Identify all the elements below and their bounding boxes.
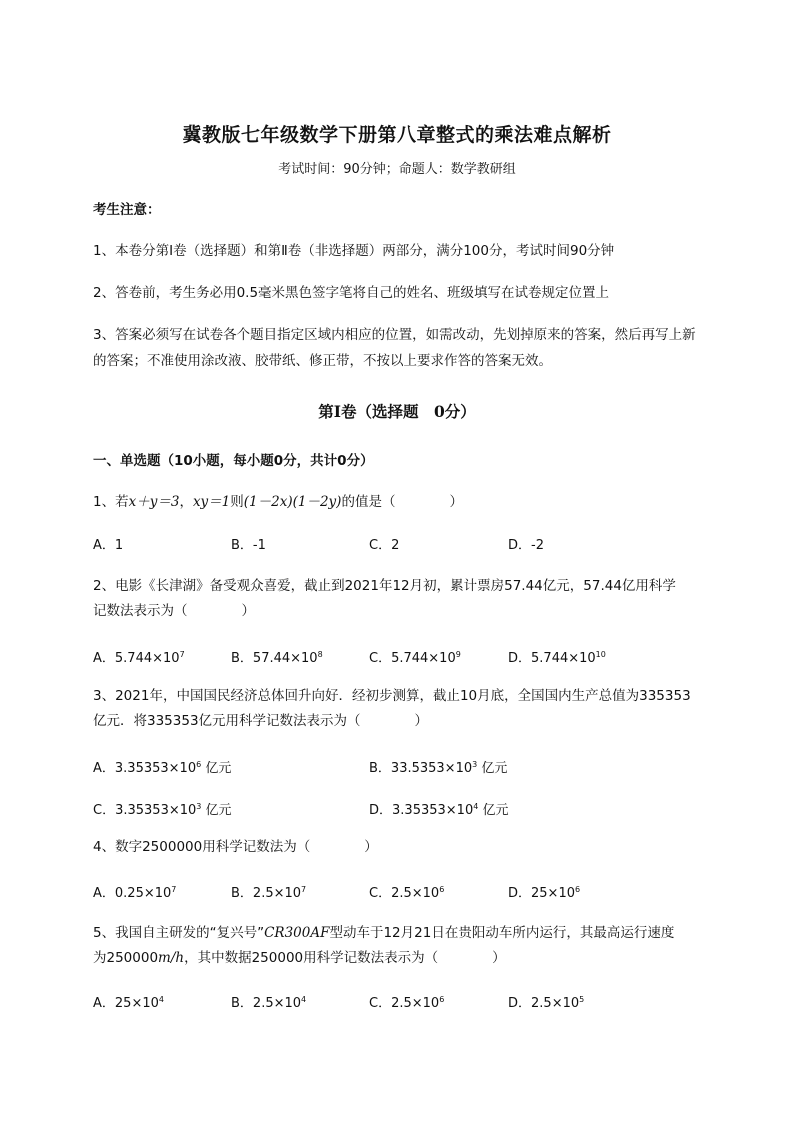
q2-option-b: B．$57.44\times 10^8$ — [231, 650, 323, 666]
q1-math-3: (1－2x)(1－2y) — [243, 494, 342, 510]
notice-heading: 考生注意： — [93, 202, 161, 218]
q4-option-d: D．$25\times 10^6$ — [508, 885, 581, 901]
q1-prefix: 1、若 — [93, 494, 129, 510]
question-5-line-1: 5、我国自主研发的“复兴号”CR300AF型动车于12月21日在贵阳动车所内运行，其最高运行速度 — [93, 925, 675, 941]
q1-option-d: D．-2 — [508, 538, 544, 553]
notice-item-1: 1、本卷分第Ⅰ卷（选择题）和第Ⅱ卷（非选择题）两部分，满分100分，考试时间90分钟 — [93, 243, 615, 259]
q1-suffix: 的值是（ ） — [341, 494, 463, 510]
notice-item-2: 2、答卷前，考生务必用0.5毫米黑色签字笔将自己的姓名、班级填写在试卷规定位置上 — [93, 285, 610, 301]
notice-item-3: 3、答案必须写在试卷各个题目指定区域内相应的位置，如需改动，先划掉原来的答案，然后再写上新 — [93, 327, 696, 343]
q1-option-b: B．-1 — [231, 538, 266, 553]
q1-option-c: C．2 — [369, 538, 400, 553]
q1-option-a: A．1 — [93, 538, 124, 553]
part-heading: 一、单选题（10小题，每小题0分，共计0分） — [93, 453, 374, 469]
q1-math-2: xy＝1 — [192, 494, 231, 510]
question-2-line-1: 2、电影《长津湖》备受观众喜爱，截止到2021年12月初，累计票房57.44亿元，57.44亿用科学 — [93, 578, 676, 594]
question-4: 4、数字2500000用科学记数法为（ ） — [93, 839, 378, 855]
question-5-line-2: 为250000m/h，其中数据250000用科学记数法表示为（ ） — [93, 950, 506, 966]
q2-option-c: C．$5.744\times 10^9$ — [369, 650, 461, 666]
q3-option-a: A．$3.35353\times 10^6$ 亿元 — [93, 760, 232, 776]
section-title: 第Ⅰ卷（选择题 0分） — [318, 402, 476, 421]
page-subtitle: 考试时间：90分钟；命题人：数学教研组 — [278, 162, 516, 177]
q2-option-a: A．$5.744\times 10^7$ — [93, 650, 185, 666]
q5-unit-math: m/h — [158, 950, 185, 966]
q2-option-d: D．$5.744\times 10^{10}$ — [508, 650, 606, 666]
q3-option-b: B．$33.5353\times 10^3$ 亿元 — [369, 760, 508, 776]
q5-option-d: D．$2.5\times 10^5$ — [508, 995, 585, 1011]
question-3-line-2: 亿元．将335353亿元用科学记数法表示为（ ） — [93, 713, 429, 729]
q5-option-c: C．$2.5\times 10^6$ — [369, 995, 445, 1011]
q1-math-1: x＋y＝3 — [128, 494, 180, 510]
q5-option-b: B．$2.5\times 10^4$ — [231, 995, 307, 1011]
question-1 — [93, 489, 753, 515]
q4-option-c: C．$2.5\times 10^6$ — [369, 885, 445, 901]
q5-option-a: A．$25\times 10^4$ — [93, 995, 164, 1011]
question-3-line-1: 3、2021年，中国国民经济总体回升向好．经初步测算，截止10月底，全国国内生产总值为335353 — [93, 688, 691, 704]
notice-item-3-cont: 的答案；不准使用涂改液、胶带纸、修正带，不按以上要求作答的答案无效。 — [93, 353, 552, 369]
q1-mid: 则 — [230, 494, 244, 510]
q4-option-a: A．$0.25\times 10^7$ — [93, 885, 177, 901]
q3-option-d: D．$3.35353\times 10^4$ 亿元 — [369, 802, 509, 818]
q3-option-c: C．$3.35353\times 10^3$ 亿元 — [93, 802, 232, 818]
q1-sep: ， — [179, 494, 193, 510]
q4-option-b: B．$2.5\times 10^7$ — [231, 885, 307, 901]
question-2-line-2: 记数法表示为（ ） — [93, 603, 255, 619]
q5-model-math: CR300AF — [264, 925, 330, 941]
page-title: 冀教版七年级数学下册第八章整式的乘法难点解析 — [182, 124, 612, 146]
